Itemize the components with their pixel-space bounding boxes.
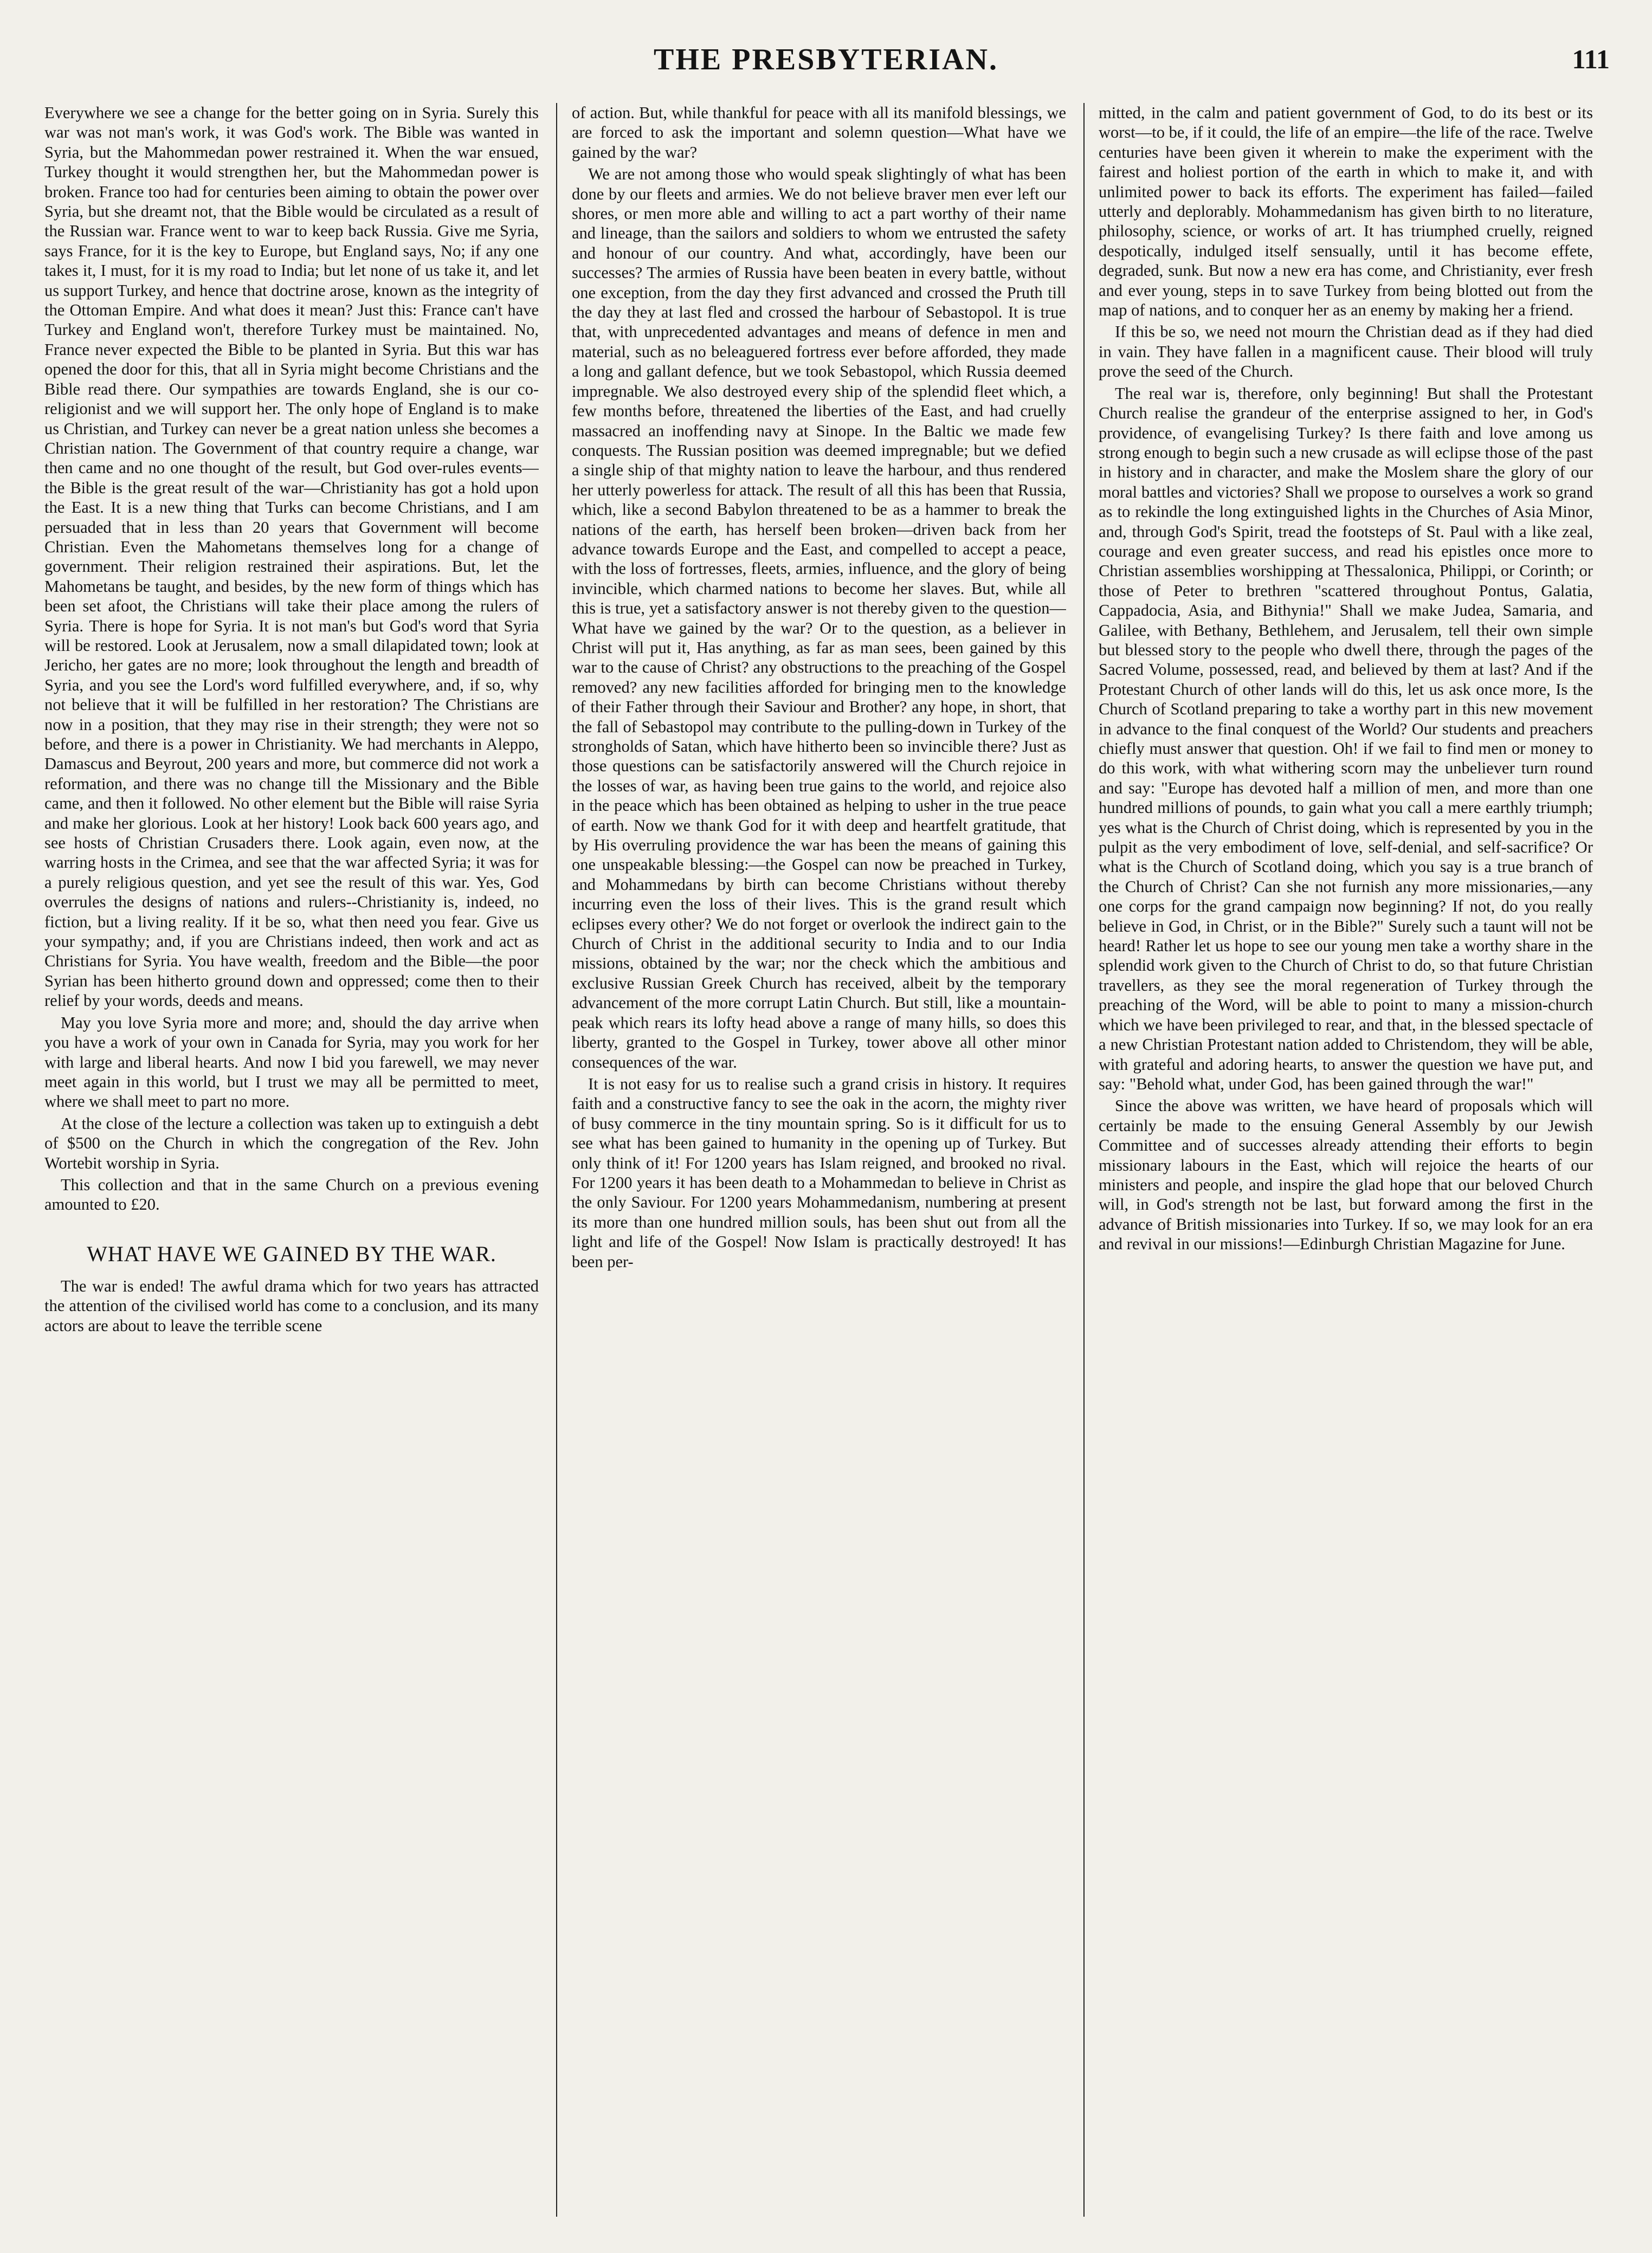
article-paragraph: of action. But, while thankful for peace with all its manifold blessings, we are forced to ask the important and solemn question—What have we gained by the war? xyxy=(572,104,1066,162)
newspaper-title: THE PRESBYTERIAN. xyxy=(653,43,999,76)
article-paragraph: At the close of the lecture a collection was taken up to extinguish a debt of $500 on the Church in which the congregation of the Rev. John Wortebit worship in Syria. xyxy=(44,1114,539,1172)
article-paragraph: It is not easy for us to realise such a grand crisis in history. It requires faith and a constructive fancy to see the oak in the acorn, the mighty river of busy commerce in the tiny mountain spring. So is it difficult for us to see what has been gained to humanity in the opening up of Turkey. But only think of it! For 1200 years has Islam reigned, and brooked no rival. For 1200 years it has been death to a Mohammedan to believe in Christ as the only Saviour. For 1200 years Mohammedanism, numbering at present its more than one hundred million souls, has been shut out from all the light and life of the Gospel! Now Islam is practically destroyed! It has been per- xyxy=(572,1074,1066,1271)
article-paragraph: Since the above was written, we have heard of proposals which will certainly be made to the ensuing General Assembly by our Jewish Committee and of successes already attending their efforts to begin missionary labours in the East, which will rejoice the hearts of our ministers and people, and inspire the glad hope that our beloved Church will, in God's strength not be last, but forward among the first in the advance of British missionaries into Turkey. If so, we may look for an era and revival in our missions!—Edinburgh Christian Magazine for June. xyxy=(1099,1096,1593,1254)
column-2 xyxy=(572,103,1066,2217)
column-divider xyxy=(1083,103,1085,2217)
article-paragraph: This collection and that in the same Church on a previous evening amounted to £20. xyxy=(44,1175,539,1214)
article-paragraph: If this be so, we need not mourn the Christian dead as if they had died in vain. They have fallen in a magnificent cause. Their blood will truly prove the seed of the Church. xyxy=(1099,322,1593,381)
column-1 xyxy=(44,103,539,2217)
article-paragraph: The real war is, therefore, only beginning! But shall the Protestant Church realise the grandeur of the enterprise assigned to her, in God's providence, of evangelising Turkey? Is there faith and love among us strong enough to begin such a new crusade as will eclipse those of the past in history and in character, and make the Moslem share the glory of our moral battles and victories? Shall we propose to ourselves a work so grand as to rekindle the long extinguished lights in the Churches of Asia Minor, and, through God's Spirit, tread the footsteps of St. Paul with a like zeal, courage and even greater success, and read his epistles once more to Christian assemblies worshipping at Thessalonica, Philippi, or Corinth; or those of Peter to brethren "scattered throughout Pontus, Galatia, Cappadocia, Asia, and Bithynia!" Shall we make Judea, Samaria, and Galilee, with Bethany, Bethlehem, and Jerusalem, tell their own simple but blessed story to the people who dwell there, through the pages of the Sacred Volume, possessed, read, and believed by them at last? And if the Protestant Church of other lands will do this, let us ask once more, Is the Church of Scotland preparing to take a worthy part in this new movement in advance to the final conquest of the World? Our students and preachers chiefly must answer that question. Oh! if we fail to find men or money to do this work, with what withering scorn may the unbeliever turn round and say: "Europe has devoted half a million of men, and more than one hundred millions of pounds, to gain what you call a mere earthly triumph; yes what is the Church of Christ doing, which is represented by you in the pulpit as the very embodiment of love, self-denial, and self-sacrifice? Or what is the Church of Scotland doing, which you say is a true branch of the Church of Christ? Can she not furnish any more missionaries,—any one corps for the grand campaign now beginning? If not, do you really believe in God, in Christ, or in the Bible?" Surely such a taunt will not be heard! Rather let us hope to see our young men take a worthy share in the splendid work given to the Church of Christ to do, so that future Christian travellers, as they see the moral regeneration of Turkey through the preaching of the Word, will be able to point to many a mission-church which we have been privileged to rear, and that, in the blessed spectacle of a new Christian Protestant nation added to Christendom, they will be able, with grateful and adoring hearts, to answer the question we have put, and say: "Behold what, under God, has been gained through the war!" xyxy=(1099,384,1593,1093)
column-divider xyxy=(556,103,557,2217)
page-number: 111 xyxy=(1572,44,1610,74)
article-paragraph: Everywhere we see a change for the better going on in Syria. Surely this war was not man's work, it was God's work. The Bible was wanted in Syria, but the Mahommedan power restrained it. When the war ensued, Turkey thought it would strengthen her, but the Mahommedan power is broken. France too had for centuries been aiming to obtain the power over Syria, but she dreamt not, that the Bible would be circulated as a result of the Russian war. France went to war to keep back Russia. Give me Syria, says France, for it is the key to Europe, but England says, No; if any one takes it, I must, for it is my road to India; but let none of us take it, and let us support Turkey, and hence that doctrine arose, known as the integrity of the Ottoman Empire. And what does it mean? Just this: France can't have Turkey and England won't, therefore Turkey must be maintained. No, France never expected the Bible to be planted in Syria. But this war has opened the door for this, that all in Syria might become Christians and the Bible read there. Our sympathies are towards England, she is our co-religionist and we will support her. The only hope of England is to make us Christian, and Turkey can never be a great nation unless she becomes a Christian nation. The Government of that country require a change, war then came and no one thought of the result, but God over-rules events—the Bible is the great result of the war—Christianity has got a hold upon the East. It is a new thing that Turks can become Christians, and I am persuaded that in less than 20 years that Government will become Christian. Even the Mahometans themselves long for a change of government. Their religion restrained their aspirations. But, let the Mahometans be taught, and besides, by the new form of things which has been set afoot, the Christians will take their place among the rulers of Syria. There is hope for Syria. It is not man's but God's word that Syria will be restored. Look at Jerusalem, now a small dilapidated town; look at Jericho, her gates are no more; look throughout the length and breadth of Syria, and you see the Lord's word fulfilled everywhere, and, if so, why not believe that it will be fulfilled in her restoration? The Christians are now in a position, that they may rise in their strength; they were not so before, and there is a power in Christianity. We had merchants in Aleppo, Damascus and Beyrout, 200 years and more, but commerce did not work a reformation, and there was no change till the Missionary and the Bible came, and then it followed. No other element but the Bible will raise Syria and make her glorious. Look at her history! Look back 600 years ago, and see hosts of Christian Crusaders there. Look again, even now, at the warring hosts in the Crimea, and see that the war affected Syria; it was for a purely religious question, and yet see the result of this war. Yes, God overrules the designs of nations and rulers--Christianity is, indeed, no fiction, but a living reality. If it be so, what then need you fear. Give us your sympathy; and, if you are Christians indeed, then work and act as Christians for Syria. You have wealth, freedom and the Bible—the poor Syrian has been hitherto ground down and oppressed; come then to their relief by your words, deeds and means. xyxy=(44,104,539,1010)
article-paragraph: The war is ended! The awful drama which for two years has attracted the attention of the civilised world has come to a conclusion, and its many actors are about to leave the terrible scene xyxy=(44,1276,539,1335)
column-3 xyxy=(1099,103,1593,2217)
article-paragraph: mitted, in the calm and patient government of God, to do its best or its worst—to be, if it could, the life of an empire—the life of the race. Twelve centuries have been given it wherein to make the experiment with the fairest and holiest portion of the earth in which to make it, and with unlimited power to back its efforts. The experiment has failed—failed utterly and deplorably. Mohammedanism has given birth to no literature, philosophy, science, or works of art. It has triumphed cruelly, reigned despotically, indulged itself sensually, until it has become effete, degraded, sunk. But now a new era has come, and Christianity, ever fresh and ever young, steps in to save Turkey from being blotted out from the map of nations, and to conquer her as an enemy by making her a friend. xyxy=(1099,104,1593,320)
article-paragraph: May you love Syria more and more; and, should the day arrive when you have a work of your own in Canada for Syria, may you work for her with large and liberal hearts. And now I bid you farewell, we may never meet again in this world, but I trust we may all be permitted to meet, where we shall meet to part no more. xyxy=(44,1013,539,1111)
page-header xyxy=(42,42,1610,86)
article-heading: WHAT HAVE WE GAINED BY THE WAR. xyxy=(87,1241,496,1266)
article-paragraph: We are not among those who would speak slightingly of what has been done by our fleets and armies. We do not believe braver men ever left our shores, or men more able and willing to act a part worthy of their name and lineage, than the sailors and soldiers to whom we entrusted the safety and honour of our country. And what, accordingly, have been our successes? The armies of Russia have been beaten in every battle, without one exception, from the day they first advanced and crossed the Pruth till the day they at last fled and crossed the harbour of Sebastopol. It is true that, with unprecedented advantages and means of defence in men and material, such as no beleaguered fortress ever before afforded, they made a long and gallant defence, but we took Sebastopol, which Russia deemed impregnable. We also destroyed every ship of the splendid fleet which, a few months before, threatened the liberties of the East, and had cruelly massacred an inoffending navy at Sinope. In the Baltic we made few conquests. The Russian position was deemed impregnable; but we defied a single ship of that mighty nation to leave the harbour, and thus rendered her utterly powerless for attack. The result of all this has been that Russia, which, like a second Babylon threatened to be as a hammer to break the nations of the earth, has herself been broken—driven back from her advance towards Europe and the East, and compelled to accept a peace, with the loss of fortresses, fleets, armies, influence, and the glory of being invincible, which charmed nations to become her slaves. But, while all this is true, yet a satisfactory answer is not thereby given to the question—What have we gained by the war? Or to the question, as a believer in Christ will put it, Has anything, as far as man sees, been gained by this war to the cause of Christ? any obstructions to the preaching of the Gospel removed? any new facilities afforded for bringing men to the knowledge of their Father through their Saviour and Brother? any hope, in short, that the fall of Sebastopol may contribute to the pulling-down in Turkey of the strongholds of Satan, which have hitherto been so invincible there? Just as those questions can be satisfactorily answered will the Church rejoice in the losses of war, as having been true gains to the world, and rejoice also in the peace which has been obtained as helping to usher in the true peace of earth. Now we thank God for it with deep and heartfelt gratitude, that by His overruling providence the war has been the means of gaining this one unspeakable blessing:—the Gospel can now be preached in Turkey, and Mohammedans by birth can become Christians without thereby incurring even the loss of their lives. This is the grand result which eclipses every other? We do not forget or overlook the indirect gain to the Church of Christ in the additional security to India and to our India missions, obtained by the war; nor the check which the ambitious and exclusive Russian Greek Church has received, albeit by the temporary advancement of the more corrupt Latin Church. But still, like a mountain-peak which rears its lofty head above a range of many hills, so does this liberty, granted to the Gospel in Turkey, tower above all other minor consequences of the war. xyxy=(572,165,1066,1071)
